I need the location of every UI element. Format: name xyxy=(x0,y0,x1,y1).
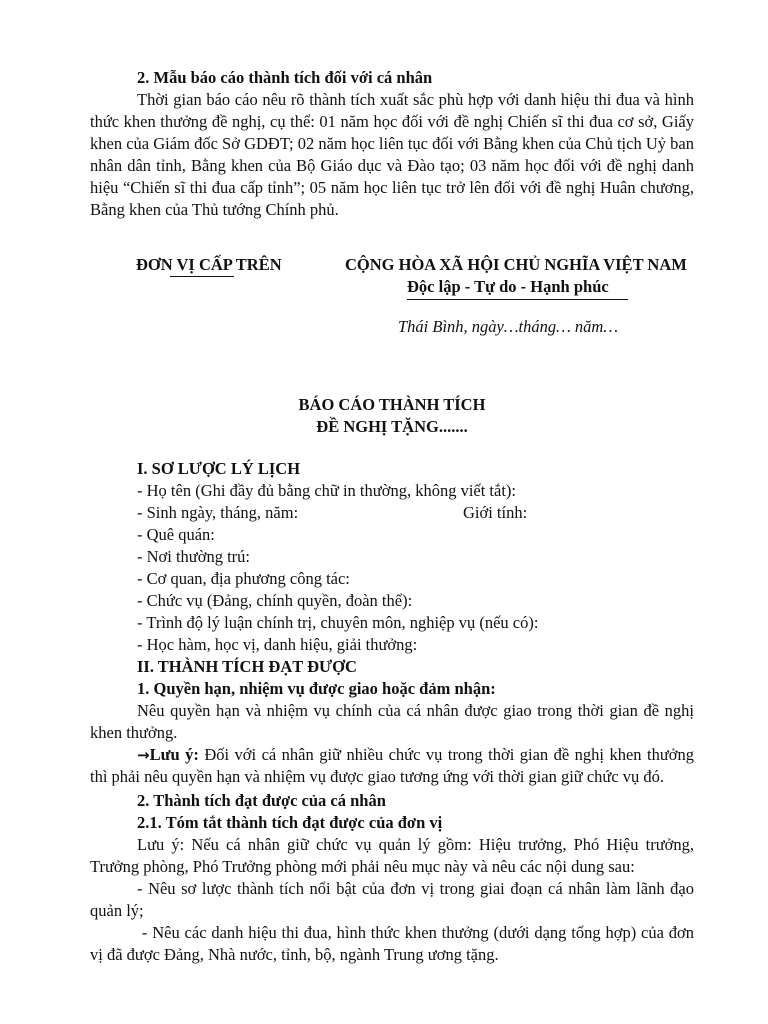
section2-heading: 2. Mẫu báo cáo thành tích đối với cá nhân xyxy=(137,68,433,87)
sub1-body: Nêu quyền hạn và nhiệm vụ chính của cá nhân được giao trong thời gian đề nghị khen thưởng. xyxy=(90,701,694,742)
sub1-heading: 1. Quyền hạn, nhiệm vụ được giao hoặc đảm nhận: xyxy=(137,679,496,698)
sub21-body: Lưu ý: Nếu cá nhân giữ chức vụ quản lý gồm: Hiệu trưởng, Phó Hiệu trưởng, Trưởng phòng, Phó Trưởng phòng mới phải nêu mục này và nêu các nội dung sau: xyxy=(90,835,694,876)
report-title xyxy=(90,394,694,438)
field-residence: - Nơi thường trú: xyxy=(137,547,251,566)
field-degrees-awards: - Học hàm, học vị, danh hiệu, giải thưởng: xyxy=(137,635,418,654)
field-gender: Giới tính: xyxy=(463,503,528,522)
field-full-name: - Họ tên (Ghi đầy đủ bằng chữ in thường, không viết tắt): xyxy=(137,481,517,500)
field-qualification: - Trình độ lý luận chính trị, chuyên môn, nghiệp vụ (nếu có): xyxy=(137,613,539,632)
note-label: Lưu ý: xyxy=(149,745,199,764)
unit-underline xyxy=(170,276,234,277)
field-dob: - Sinh ngày, tháng, năm: xyxy=(137,503,299,522)
report-title-line1: BÁO CÁO THÀNH TÍCH xyxy=(298,395,486,414)
part1-heading: I. SƠ LƯỢC LÝ LỊCH xyxy=(137,459,301,478)
note-paragraph xyxy=(90,744,694,788)
sub21-heading: 2.1. Tóm tắt thành tích đạt được của đơn vị xyxy=(137,813,443,832)
bullet-unit-achievements: - Nêu sơ lược thành tích nổi bật của đơn vị trong giai đoạn cá nhân làm lãnh đạo quản lý; xyxy=(90,879,694,920)
sub2-heading: 2. Thành tích đạt được của cá nhân xyxy=(137,791,386,810)
part2-heading: II. THÀNH TÍCH ĐẠT ĐƯỢC xyxy=(137,657,357,676)
section2-body: Thời gian báo cáo nêu rõ thành tích xuất sắc phù hợp với danh hiệu thi đua và hình thức khen thưởng đề nghị, cụ thể: 01 năm học đối với đề nghị Chiến sĩ thi đua cơ sở, Giấy khen của Giám đốc Sở GDĐT; 02 năm học liên tục đối với Bằng khen của Chủ tịch Uỷ ban nhân dân tỉnh, Bằng khen của Bộ Giáo dục và Đào tạo; 03 năm học đối với đề nghị danh hiệu “Chiến sĩ thi đua cấp tỉnh”; 05 năm học liên tục trở lên đối với đề nghị Huân chương, Bằng khen của Thủ tướng Chính phủ. xyxy=(90,90,694,219)
document-header xyxy=(90,254,694,364)
bullet-unit-awards: - Nêu các danh hiệu thi đua, hình thức khen thưởng (dưới dạng tổng hợp) của đơn vị đã được Đảng, Nhà nước, tỉnh, bộ, ngành Trung ương tặng. xyxy=(90,923,699,964)
report-title-line2: ĐỀ NGHỊ TẶNG....... xyxy=(316,417,468,436)
national-motto: Độc lập - Tự do - Hạnh phúc xyxy=(407,277,609,296)
arrow-right-icon: → xyxy=(137,746,150,764)
field-dob-gender xyxy=(137,502,694,524)
field-hometown: - Quê quán: xyxy=(137,525,215,544)
field-position: - Chức vụ (Đảng, chính quyền, đoàn thể): xyxy=(137,591,413,610)
field-workplace: - Cơ quan, địa phương công tác: xyxy=(137,569,350,588)
unit-name: ĐƠN VỊ CẤP TRÊN xyxy=(136,255,282,274)
document-content xyxy=(90,67,699,966)
date-line: Thái Bình, ngày…tháng… năm… xyxy=(398,317,619,336)
republic-title: CỘNG HÒA XÃ HỘI CHỦ NGHĨA VIỆT NAM xyxy=(345,255,687,274)
note-body: Đối với cá nhân giữ nhiều chức vụ trong thời gian đề nghị khen thưởng thì phải nêu quyền hạn và nhiệm vụ được giao tương ứng với thời gian giữ chức vụ đó. xyxy=(90,745,695,786)
profile-list xyxy=(90,480,694,656)
motto-underline xyxy=(407,299,628,300)
